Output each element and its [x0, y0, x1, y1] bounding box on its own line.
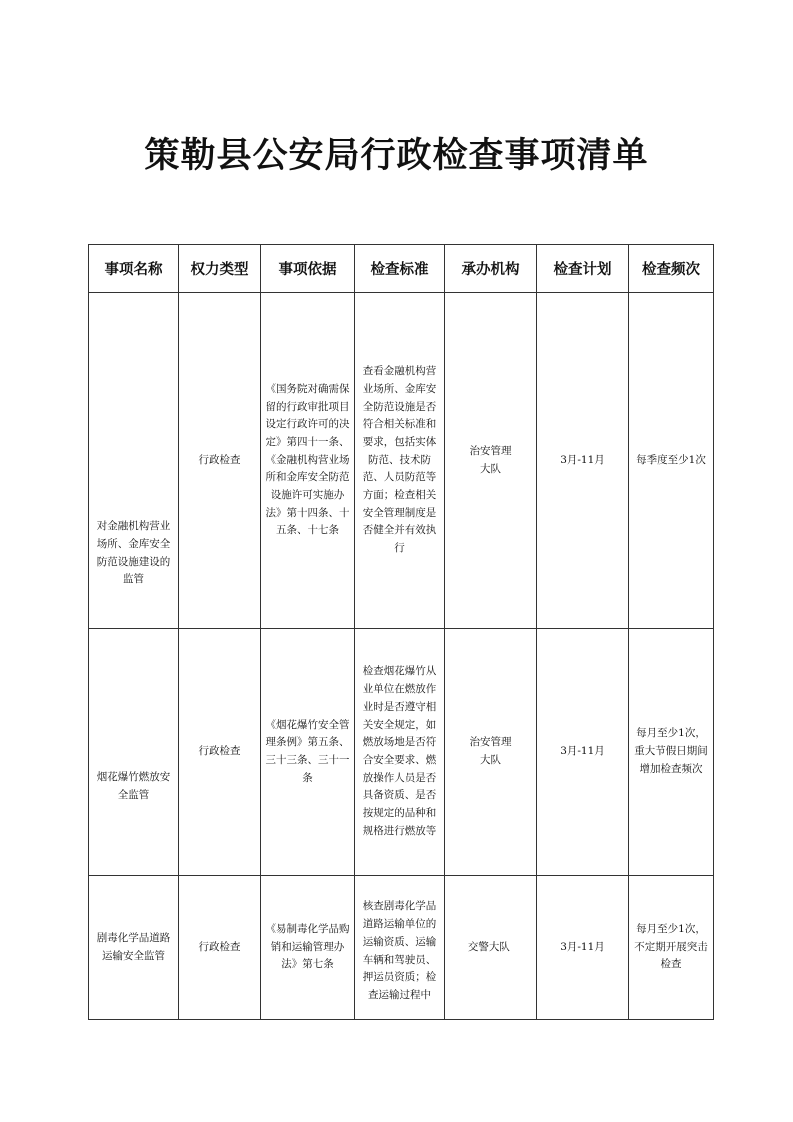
item-name: 剧毒化学品道路运输安全监管	[96, 931, 171, 962]
cell-standard	[355, 293, 445, 629]
header-basis: 事项依据	[261, 245, 355, 293]
inspection-table	[88, 244, 714, 1020]
item-name: 对金融机构营业场所、金库安全防范设施建设的监管	[96, 520, 171, 586]
cell-basis	[261, 293, 355, 629]
header-power-type: 权力类型	[179, 245, 261, 293]
basis-text: 《国务院对确需保留的行政审批项目设定行政许可的决定》第四十一条、《金融机构营业场所和金库安全防范设施许可实施办法》第十四条、十五条、十七条	[265, 382, 350, 537]
standard-text: 检查烟花爆竹从业单位在燃放作业时是否遵守相关安全规定，如燃放场地是否符合安全要求、燃放操作人员是否具备资质、是否按规定的品种和规格进行燃放等	[362, 665, 437, 837]
frequency-text: 每月至少1次，重大节假日期间增加检查频次	[634, 727, 708, 775]
cell-name	[89, 629, 179, 876]
cell-name	[89, 293, 179, 629]
agency-line1: 治安管理	[469, 736, 512, 749]
cell-power-type	[179, 629, 261, 876]
power-type: 行政检查	[198, 940, 241, 953]
page-title: 策勒县公安局行政检查事项清单	[144, 136, 649, 176]
cell-standard	[355, 876, 445, 1020]
basis-text: 《烟花爆竹安全管理条例》第五条、三十三条、三十一条	[265, 718, 350, 784]
cell-power-type	[179, 293, 261, 629]
plan-text: 3月-11月	[560, 940, 605, 953]
header-plan: 检查计划	[537, 245, 629, 293]
standard-text: 核查剧毒化学品道路运输单位的运输资质、运输车辆和驾驶员、押运员资质；检查运输过程中	[362, 900, 437, 1001]
standard-text: 查看金融机构营业场所、金库安全防范设施是否符合相关标准和要求，包括实体防范、技术防范、人员防范等方面；检查相关安全管理制度是否健全并有效执行	[362, 365, 437, 555]
header-standard: 检查标准	[355, 245, 445, 293]
agency-line1: 治安管理	[469, 444, 512, 457]
cell-standard	[355, 629, 445, 876]
cell-basis	[261, 629, 355, 876]
cell-plan	[537, 876, 629, 1020]
cell-power-type	[179, 876, 261, 1020]
table-row	[89, 629, 714, 876]
table-header-row	[89, 245, 714, 293]
header-frequency: 检查频次	[629, 245, 714, 293]
cell-agency	[445, 629, 537, 876]
cell-frequency	[629, 629, 714, 876]
cell-plan	[537, 293, 629, 629]
cell-plan	[537, 629, 629, 876]
header-agency: 承办机构	[445, 245, 537, 293]
header-name: 事项名称	[89, 245, 179, 293]
cell-name	[89, 876, 179, 1020]
table-row	[89, 876, 714, 1020]
power-type: 行政检查	[198, 745, 241, 758]
frequency-text: 每季度至少1次	[636, 453, 706, 466]
cell-basis	[261, 876, 355, 1020]
basis-text: 《易制毒化学品购销和运输管理办法》第七条	[265, 922, 350, 971]
cell-frequency	[629, 293, 714, 629]
agency-line1: 交警大队	[467, 940, 510, 953]
frequency-text: 每月至少1次，不定期开展突击检查	[634, 922, 708, 971]
table-row	[89, 293, 714, 629]
agency-line2: 大队	[480, 462, 501, 475]
cell-agency	[445, 876, 537, 1020]
cell-agency	[445, 293, 537, 629]
plan-text: 3月-11月	[560, 745, 605, 758]
agency-line2: 大队	[480, 754, 501, 766]
item-name: 烟花爆竹燃放安全监管	[96, 771, 171, 801]
cell-frequency	[629, 876, 714, 1020]
power-type: 行政检查	[198, 453, 241, 466]
plan-text: 3月-11月	[560, 453, 605, 466]
